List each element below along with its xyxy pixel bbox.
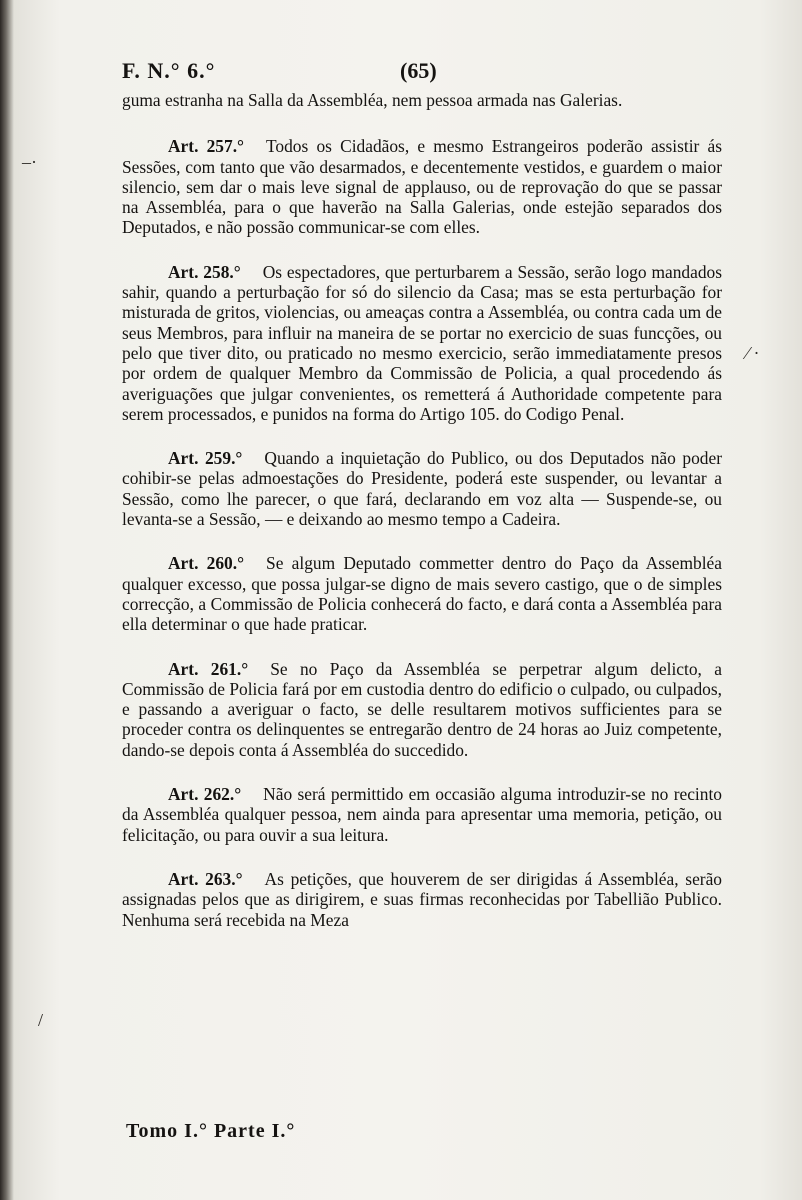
page-footer: Tomo I.° Parte I.° <box>126 1120 296 1142</box>
article-262 <box>122 784 722 845</box>
margin-mark: ⁄ · <box>746 343 760 363</box>
article-text: As petições, que houverem de ser dirigidas á Assembléa, serão assignadas pelos que as dirigirem, e suas firmas reconhecidas por Tabellião Publico. Nenhuma será recebida na Meza <box>122 868 722 930</box>
continued-paragraph <box>122 90 722 110</box>
article-text: Se no Paço da Assembléa se perpetrar algum delicto, a Commissão de Policia fará por em custodia dentro do edificio o culpado, ou culpados, e passando a averiguar o facto, se delle resultarem motivos sufficientes para se proceder contra os delinquentes se entregarão dentro de 24 horas ao Juiz competente, dando-se depois conta á Assembléa do succedido. <box>122 658 722 760</box>
signature-mark: F. N.° 6.° <box>122 58 216 83</box>
binding-edge <box>0 0 14 1200</box>
article-number: Art. 262.° <box>168 784 242 805</box>
article-number: Art. 260.° <box>168 553 245 574</box>
page-header <box>122 58 722 88</box>
paragraph-text: guma estranha na Salla da Assembléa, nem pessoa armada nas Galerias. <box>122 90 623 110</box>
article-263 <box>122 869 722 930</box>
page-body <box>122 90 722 954</box>
article-259 <box>122 448 722 529</box>
article-258 <box>122 262 722 424</box>
article-text: Quando a inquietação do Publico, ou dos Deputados não poder cohibir-se pelas admoestações do Presidente, poderá este suspender, ou levantar a Sessão, como lhe parecer, o que fará, declarando em voz alta — Suspende-se, ou levanta-se a Sessão, — e deixando ao mesmo tempo a Cadeira. <box>122 448 722 530</box>
article-261 <box>122 659 722 760</box>
article-257 <box>122 136 722 237</box>
article-text: Não será permittido em occasião alguma introduzir-se no recinto da Assembléa qualquer pessoa, nem ainda para apresentar uma memoria, petição, ou felicitação, ou para ouvir a sua leitura. <box>122 784 722 845</box>
article-text: Os espectadores, que perturbarem a Sessão, serão logo mandados sahir, quando a perturbação for só do silencio da Casa; mas se esta perturbação for misturada de gritos, violencias, ou ameaças contra a Assembléa, ou contra cada um de seus Membros, para influir na maneira de se portar no exercicio de suas funcções, ou pelo que tiver dito, ou praticado no mesmo exercicio, serão immediatamente presos por ordem de qualquer Membro da Commissão de Policia, a qual procedendo ás averiguações que julgar convenientes, os remetterá á Authoridade competente para serem processados, e punidos na forma do Artigo 105. do Codigo Penal. <box>122 261 722 424</box>
article-number: Art. 261.° <box>168 658 249 679</box>
article-text: Se algum Deputado commetter dentro do Paço da Assembléa qualquer excesso, que possa julgar-se digno de mais severo castigo, que o de simples correcção, a Commissão de Policia conhecerá do facto, e dará conta a Assembléa para ella determinar o que hade praticar. <box>122 553 722 635</box>
article-number: Art. 257.° <box>168 136 244 157</box>
article-number: Art. 258.° <box>168 261 241 282</box>
article-number: Art. 263.° <box>168 868 243 889</box>
article-text: Todos os Cidadãos, e mesmo Estrangeiros poderão assistir ás Sessões, com tanto que vão desarmados, e decentemente vestidos, e guardem o maior silencio, sem dar o mais leve signal de applauso, ou de reprovação do que se passar na Assembléa, para o que haverão na Salla Galerias, onde estejão separados dos Deputados, e não possão communicar-se com elles. <box>122 136 722 238</box>
page-number: (65) <box>400 58 437 83</box>
margin-mark: / <box>38 1010 44 1030</box>
article-260 <box>122 553 722 634</box>
margin-mark: –· <box>22 152 37 172</box>
article-number: Art. 259.° <box>168 448 243 469</box>
